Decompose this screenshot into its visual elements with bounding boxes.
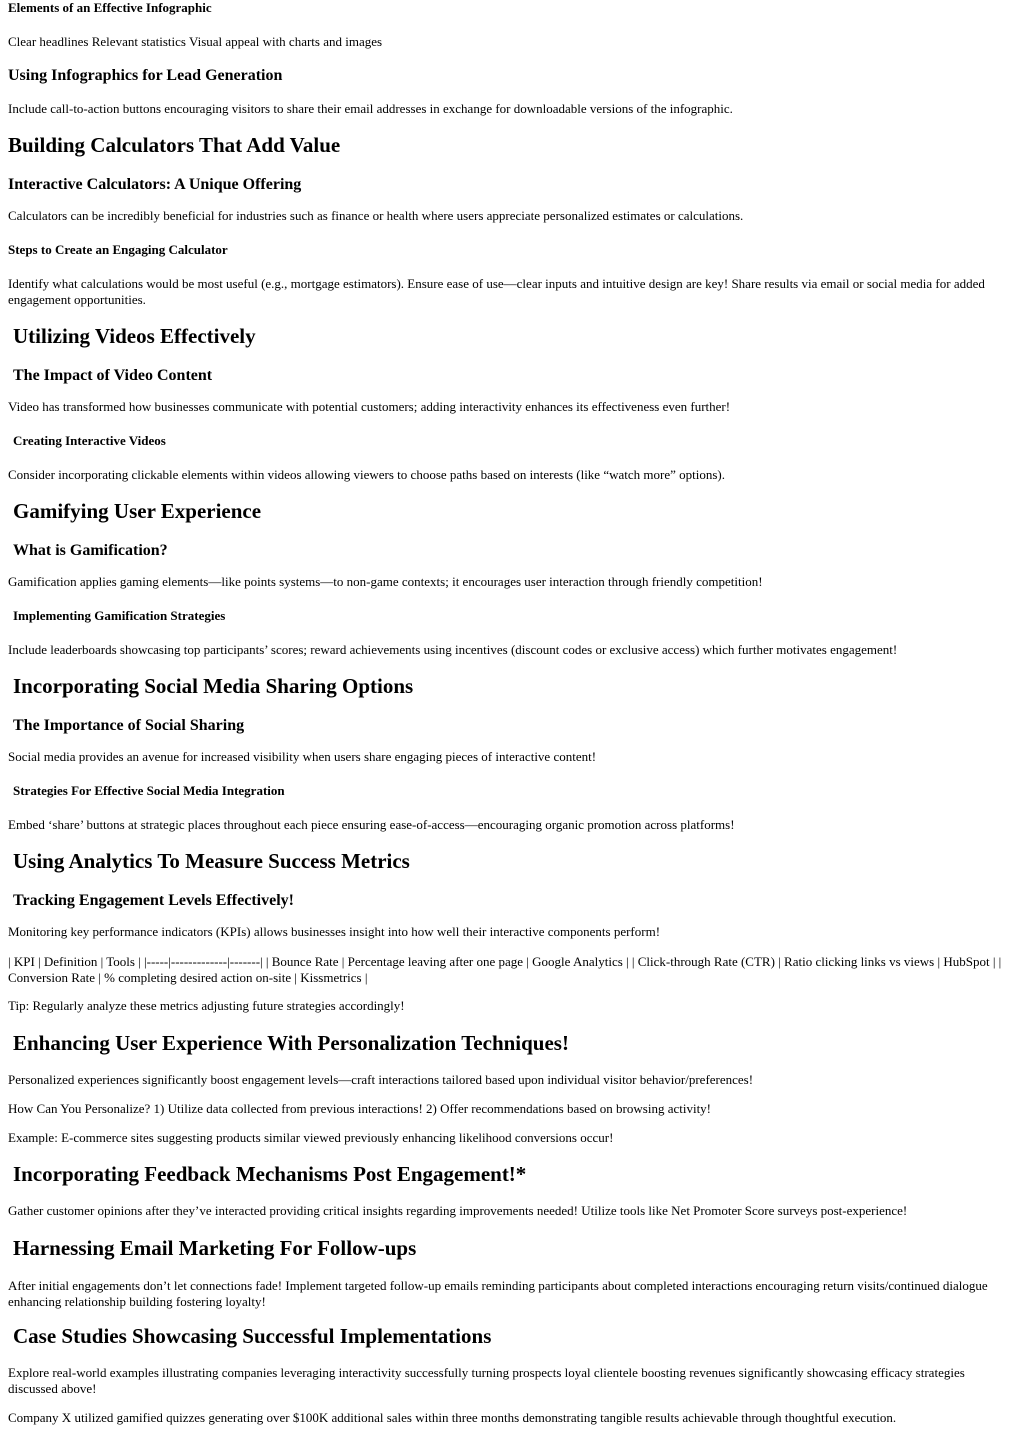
heading-calculator-steps: Steps to Create an Engaging Calculator: [8, 242, 228, 258]
paragraph-analytics-tip: Tip: Regularly analyze these metrics adjusting future strategies accordingly!: [8, 998, 405, 1014]
paragraph-social-integration-strategies: Embed ‘share’ buttons at strategic places throughout each piece ensuring ease-of-access—encouraging organic promotion across platforms!: [8, 816, 735, 832]
heading-gamification-strategies: Implementing Gamification Strategies: [13, 608, 226, 624]
heading-infographic-elements: Elements of an Effective Infographic: [8, 0, 212, 15]
paragraph-calculator-steps: Identify what calculations would be most useful (e.g., mortgage estimators). Ensure ease of use—clear inputs and intuitive design are key! Share results via email or social media for added engagement opportunities.: [8, 275, 985, 307]
heading-tracking-engagement: Tracking Engagement Levels Effectively!: [13, 891, 294, 909]
section-title-social-sharing: Incorporating Social Media Sharing Options: [13, 673, 414, 698]
paragraph-feedback: Gather customer opinions after they’ve interacted providing critical insights regarding improvements needed! Utilize tools like Net Promoter Score surveys post-experience!: [8, 1203, 908, 1219]
paragraph-video-impact: Video has transformed how businesses communicate with potential customers; adding interactivity enhances its effectiveness even further!: [8, 399, 731, 415]
paragraph-social-sharing-importance: Social media provides an avenue for increased visibility when users share engaging pieces of interactive content!: [8, 749, 597, 765]
paragraph-case-study-company-x: Company X utilized gamified quizzes generating over $100K additional sales within three months demonstrating tangible results achievable through thoughtful execution.: [8, 1409, 897, 1425]
section-title-personalization: Enhancing User Experience With Personalization Techniques!: [13, 1031, 569, 1056]
paragraph-gamification-definition: Gamification applies gaming elements—like points systems—to non-game contexts; it encourages user interaction through friendly competition!: [8, 574, 763, 590]
heading-interactive-videos: Creating Interactive Videos: [13, 433, 166, 449]
paragraph-personalization-how: How Can You Personalize? 1) Utilize data collected from previous interactions! 2) Offer recommendations based on browsing activity!: [8, 1101, 712, 1117]
paragraph-kpi-monitoring: Monitoring key performance indicators (KPIs) allows businesses insight into how well their interactive components perform!: [8, 924, 661, 940]
paragraph-interactive-calculators: Calculators can be incredibly beneficial for industries such as finance or health where users appreciate personalized estimates or calculations.: [8, 208, 744, 224]
paragraph-email-marketing: After initial engagements don’t let connections fade! Implement targeted follow-up emails reminding participants about completed interactions encouraging return visits/continued dialogue enhancing relationship building fostering loyalty!: [8, 1277, 988, 1309]
paragraph-kpi-table-text: | KPI | Definition | Tools | |-----|-------------|-------| | Bounce Rate | Percentage leaving after one page | Google Analytics | | Click-through Rate (CTR) | Ratio clicking links vs views | HubSpot | | Conversion Rate | % completing desired action on-site | Kissmetrics |: [8, 954, 1002, 986]
section-title-calculators: Building Calculators That Add Value: [8, 132, 341, 157]
section-title-gamifying: Gamifying User Experience: [13, 498, 262, 523]
heading-social-integration-strategies: Strategies For Effective Social Media Integration: [13, 783, 285, 799]
paragraph-infographics-lead-generation: Include call-to-action buttons encouraging visitors to share their email addresses in exchange for downloadable versions of the infographic.: [8, 100, 733, 116]
heading-infographics-lead-generation: Using Infographics for Lead Generation: [8, 66, 283, 84]
section-title-analytics: Using Analytics To Measure Success Metrics: [13, 848, 410, 873]
paragraph-personalization-example: Example: E-commerce sites suggesting products similar viewed previously enhancing likelihood conversions occur!: [8, 1130, 614, 1146]
paragraph-infographic-elements: Clear headlines Relevant statistics Visual appeal with charts and images: [8, 33, 383, 49]
section-title-feedback: Incorporating Feedback Mechanisms Post Engagement!*: [13, 1162, 527, 1187]
paragraph-case-studies-intro: Explore real-world examples illustrating companies leveraging interactivity successfully turning prospects loyal clientele boosting revenues significantly showcasing efficacy strategies discussed above!: [8, 1364, 965, 1396]
paragraph-interactive-videos: Consider incorporating clickable elements within videos allowing viewers to choose paths based on interests (like “watch more” options).: [8, 466, 725, 482]
section-title-case-studies: Case Studies Showcasing Successful Implementations: [13, 1323, 492, 1348]
paragraph-gamification-strategies: Include leaderboards showcasing top participants’ scores; reward achievements using incentives (discount codes or exclusive access) which further motivates engagement!: [8, 641, 898, 657]
section-title-email-marketing: Harnessing Email Marketing For Follow-ups: [13, 1236, 417, 1261]
heading-social-sharing-importance: The Importance of Social Sharing: [13, 716, 245, 734]
heading-interactive-calculators: Interactive Calculators: A Unique Offering: [8, 175, 302, 193]
paragraph-personalization-intro: Personalized experiences significantly boost engagement levels—craft interactions tailored based upon individual visitor behavior/preferences!: [8, 1072, 754, 1088]
section-title-videos: Utilizing Videos Effectively: [13, 323, 256, 348]
heading-gamification-definition: What is Gamification?: [13, 541, 168, 559]
heading-video-impact: The Impact of Video Content: [13, 366, 213, 384]
